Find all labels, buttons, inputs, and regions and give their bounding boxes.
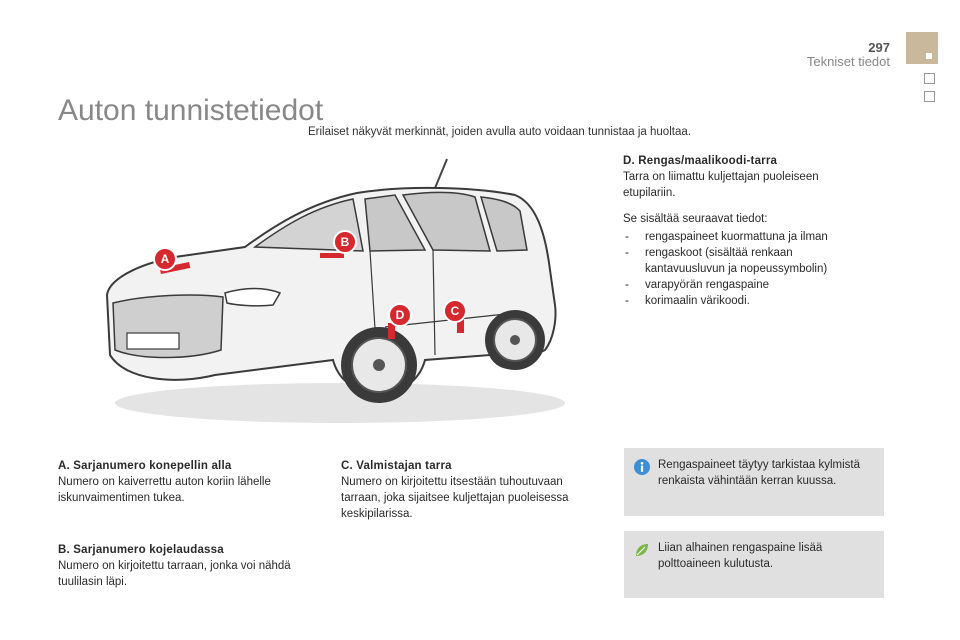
section-a-heading: A. Sarjanumero konepellin alla (58, 460, 232, 472)
car-number-plate (127, 333, 179, 349)
intro-text: Erilaiset näkyvät merkinnät, joiden avulla auto voidaan tunnistaa ja huoltaa. (308, 126, 691, 138)
info-note (624, 448, 884, 516)
car-front-wheel-hub (373, 359, 385, 371)
info-icon (634, 459, 650, 475)
page-title: Auton tunnistetiedot (58, 94, 324, 127)
car-shadow (115, 383, 565, 423)
nav-square-1 (924, 73, 935, 84)
marker-a-label: A (160, 252, 170, 266)
page-number: 297 (868, 40, 890, 55)
marker-b (334, 231, 356, 253)
list-item: - rengaskoot (sisältää renkaan kantavuusluvun ja nopeussymbolin) (623, 245, 853, 277)
eco-note-text: Liian alhainen rengaspaine lisää polttoaineen kulutusta. (658, 542, 823, 570)
car-rear-wheel-hub (510, 335, 520, 345)
marker-c (444, 300, 466, 322)
list-item: - korimaalin värikoodi. (623, 293, 853, 309)
zone-d (388, 323, 395, 339)
section-a-body: Numero on kaiverrettu auton koriin lähelle iskunvaimentimen tukea. (58, 476, 271, 504)
section-c-heading: C. Valmistajan tarra (341, 460, 452, 472)
section-b-heading: B. Sarjanumero kojelaudassa (58, 544, 224, 556)
list-item: - rengaspaineet kuormattuna ja ilman (623, 229, 853, 245)
car-headlight (225, 289, 280, 306)
section-d (623, 153, 853, 309)
section-b-body: Numero on kirjoitettu tarraan, jonka voi nähdä tuulilasin läpi. (58, 560, 291, 588)
section-d-heading: D. Rengas/maalikoodi-tarra (623, 155, 778, 167)
car-illustration (95, 155, 575, 430)
zone-b (320, 253, 344, 258)
section-d-list (623, 229, 853, 309)
section-a (58, 458, 308, 506)
marker-b-label: B (340, 235, 350, 249)
eco-note (624, 531, 884, 598)
section-b (58, 542, 308, 590)
section-d-body: Tarra on liimattu kuljettajan puoleiseen etupilariin. (623, 171, 819, 199)
section-d-list-intro: Se sisältää seuraavat tiedot: (623, 213, 768, 225)
section-tab-dot (926, 53, 932, 59)
marker-d-label: D (395, 308, 405, 322)
marker-a (154, 248, 176, 270)
leaf-icon (634, 542, 650, 558)
info-note-text: Rengaspaineet täytyy tarkistaa kylmistä renkaista vähintään kerran kuussa. (658, 459, 860, 487)
list-item: - varapyörän rengaspaine (623, 277, 853, 293)
section-title: Tekniset tiedot (806, 54, 890, 69)
nav-square-2 (924, 91, 935, 102)
section-tab (906, 32, 938, 64)
section-c (341, 458, 596, 522)
marker-c-label: C (450, 304, 460, 318)
section-c-body: Numero on kirjoitettu itsestään tuhoutuvaan tarraan, joka sijaitsee kuljettajan puoleisessa keskipilarissa. (341, 476, 569, 520)
marker-d (389, 304, 411, 326)
